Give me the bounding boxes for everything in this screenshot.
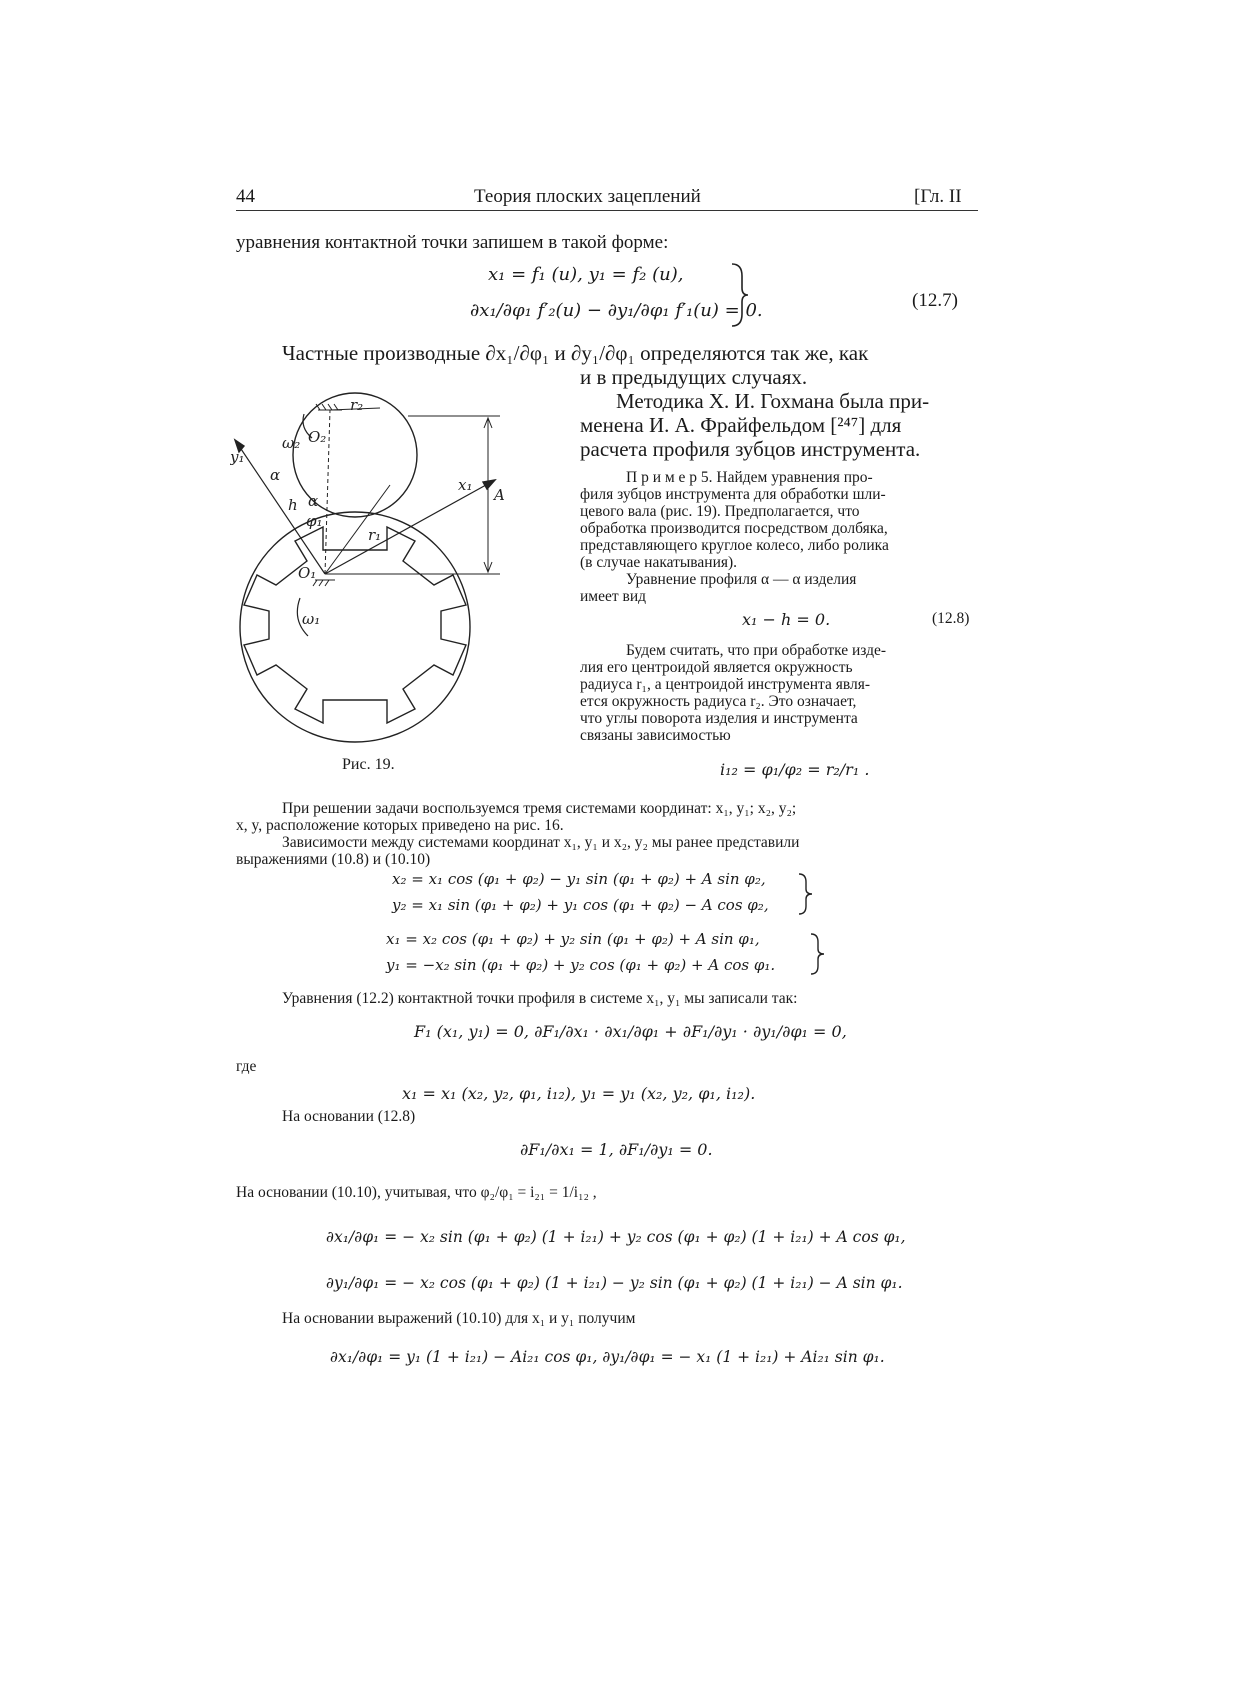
where-equation: x₁ = x₁ (x₂, y₂, φ₁, i₁₂), y₁ = y₁ (x₂, y₂, φ₁, i₁₂). (402, 1084, 756, 1103)
eq-12-8: x₁ − h = 0. (742, 610, 831, 629)
eq-12-2: F₁ (x₁, y₁) = 0, ∂F₁/∂x₁ · ∂x₁/∂φ₁ + ∂F₁/∂y₁ · ∂y₁/∂φ₁ = 0, (414, 1022, 847, 1041)
transform-eq-4: y₁ = −x₂ sin (φ₁ + φ₂) + y₂ cos (φ₁ + φ₂) + A cos φ₁. (386, 956, 776, 974)
fig-label-r1: r₁ (368, 526, 382, 544)
example-line-5: представляющего круглое колесо, либо ролика (580, 537, 889, 554)
eq-12-7-label: (12.7) (912, 290, 958, 311)
centroid-line-5: что углы поворота изделия и инструмента (580, 710, 858, 727)
eq-12-7-brace (728, 262, 752, 328)
method-line-2: менена И. А. Фрайфельдом [²⁴⁷] для (580, 413, 902, 437)
example-line-3: цевого вала (рис. 19). Предполагается, что (580, 503, 860, 520)
spline-shaft-profile (244, 527, 466, 723)
product-circle (240, 512, 470, 742)
partial-text-line2: и в предыдущих случаях. (580, 365, 808, 389)
transform-eq-1: x₂ = x₁ cos (φ₁ + φ₂) − y₁ sin (φ₁ + φ₂) + A sin φ₂, (392, 870, 766, 888)
example-line-2: филя зубцов инструмента для обработки шли- (580, 486, 886, 503)
fig-label-r2: r₂ (350, 396, 364, 414)
deriv-x1: ∂x₁/∂φ₁ = − x₂ sin (φ₁ + φ₂) (1 + i₂₁) + y₂ cos (φ₁ + φ₂) (1 + i₂₁) + A cos φ₁, (326, 1228, 906, 1246)
transform-eq-2: y₂ = x₁ sin (φ₁ + φ₂) + y₁ cos (φ₁ + φ₂) − A cos φ₂, (392, 896, 769, 914)
transform-brace-1 (796, 872, 816, 916)
transform-brace-2 (808, 932, 828, 976)
coords-line-2: x, y, расположение которых приведено на рис. 16. (236, 817, 564, 834)
fig-label-x1: x₁ (458, 476, 473, 494)
fig-label-alpha-a: α (270, 466, 281, 484)
chapter-marker: [Гл. II (914, 186, 962, 207)
example-line-4: обработка производится посредством долбяка, (580, 520, 888, 537)
fig-label-o2: O₂ (308, 428, 327, 446)
ratio-equation: i₁₂ = φ₁/φ₂ = r₂/r₁ . (720, 760, 870, 779)
partial-text-line1: Частные производные ∂x₁/∂φ₁ и ∂y₁/∂φ₁ определяются так же, как (282, 341, 869, 365)
centroid-line-1: Будем считать, что при обработке изде- (626, 642, 887, 659)
example-line-8: имеет вид (580, 588, 647, 605)
centroid-line-3: радиуса r₁, а центроидой инструмента явля- (580, 676, 870, 693)
fig-label-alpha-b: α (308, 492, 319, 510)
eq-12-7-line2: ∂x₁/∂φ₁ f′₂(u) − ∂y₁/∂φ₁ f′₁(u) = 0. (470, 300, 763, 321)
final-text: На основании выражений (10.10) для x₁ и y₁ получим (282, 1310, 636, 1327)
coords-line-4: выражениями (10.8) и (10.10) (236, 851, 431, 868)
centroid-line-4: ется окружность радиуса r₂. Это означает, (580, 693, 857, 710)
centroid-line-2: лия его центроидой является окружность (580, 659, 853, 676)
deriv-y1: ∂y₁/∂φ₁ = − x₂ cos (φ₁ + φ₂) (1 + i₂₁) − y₂ sin (φ₁ + φ₂) (1 + i₂₁) − A sin φ₁. (326, 1274, 903, 1292)
figure-caption: Рис. 19. (342, 756, 395, 773)
method-line-3: расчета профиля зубцов инструмента. (580, 437, 921, 461)
fig-label-y1: y₁ (230, 448, 245, 466)
fig-label-omega2: ω₂ (282, 434, 301, 452)
transform-eq-3: x₁ = x₂ cos (φ₁ + φ₂) + y₂ sin (φ₁ + φ₂) + A sin φ₁, (386, 930, 760, 948)
centroid-line-6: связаны зависимостью (580, 727, 731, 744)
fig-label-A: A (494, 486, 505, 504)
basis-12-8: На основании (12.8) (282, 1108, 416, 1125)
partial-F-equation: ∂F₁/∂x₁ = 1, ∂F₁/∂y₁ = 0. (520, 1140, 713, 1159)
basis-10-10: На основании (10.10), учитывая, что φ₂/φ₁ = i₂₁ = 1/i₁₂ , (236, 1184, 597, 1201)
fig-label-omega1: ω₁ (302, 610, 321, 628)
coords-line-1: При решении задачи воспользуемся тремя системами координат: x₁, y₁; x₂, y₂; (282, 800, 797, 817)
example-line-6: (в случае накатывания). (580, 554, 738, 571)
fig-label-h: h (288, 496, 298, 514)
eq-12-2-text: Уравнения (12.2) контактной точки профиля в системе x₁, y₁ мы записали так: (282, 990, 798, 1007)
figure-19 (230, 380, 570, 760)
page-number: 44 (236, 186, 255, 207)
eq-12-8-label: (12.8) (932, 610, 970, 627)
final-equation: ∂x₁/∂φ₁ = y₁ (1 + i₂₁) − Ai₂₁ cos φ₁, ∂y₁/∂φ₁ = − x₁ (1 + i₂₁) + Ai₂₁ sin φ₁. (330, 1348, 885, 1366)
example-line-1: П р и м е р 5. Найдем уравнения про- (626, 469, 873, 486)
fig-label-o1: O₁ (298, 564, 317, 582)
fig-label-phi1: φ₁ (306, 512, 323, 530)
example-line-7: Уравнение профиля α — α изделия (626, 571, 857, 588)
intro-line: уравнения контактной точки запишем в такой форме: (236, 232, 669, 253)
eq-12-7-line1: x₁ = f₁ (u), y₁ = f₂ (u), (488, 264, 684, 285)
where-label: где (236, 1058, 257, 1075)
running-title: Теория плоских зацеплений (474, 186, 701, 207)
header-rule (236, 210, 978, 211)
method-line-1: Методика Х. И. Гохмана была при- (616, 389, 930, 413)
coords-line-3: Зависимости между системами координат x₁, y₁ и x₂, y₂ мы ранее представили (282, 834, 800, 851)
